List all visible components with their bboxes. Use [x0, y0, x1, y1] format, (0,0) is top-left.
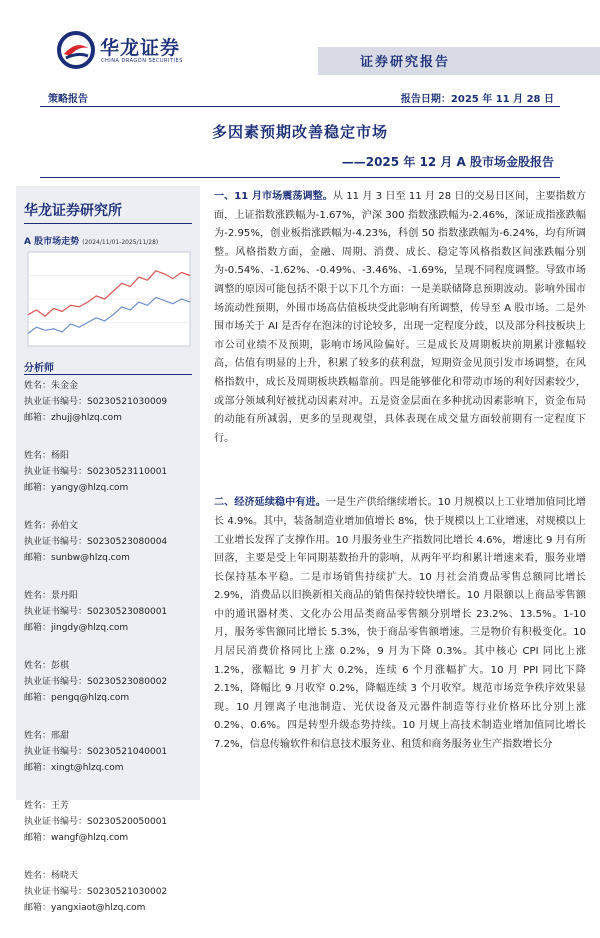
report-date: 报告日期：2025 年 11 月 28 日	[400, 94, 554, 105]
analyst-entry	[24, 798, 198, 868]
paragraph-economy	[214, 494, 586, 754]
analyst-cert: 执业证书编号：S0230523080001	[24, 607, 168, 617]
title-divider	[40, 177, 560, 178]
analyst-cert: 执业证书编号：S0230523080002	[24, 677, 168, 687]
analyst-email: 邮箱：wangf@hlzq.com	[24, 833, 129, 843]
dragon-logo-icon	[56, 30, 96, 70]
analyst-cert: 执业证书编号：S0230520050001	[24, 817, 168, 827]
analyst-list	[24, 378, 198, 938]
report-body	[214, 188, 586, 755]
meta-divider	[40, 106, 560, 107]
analyst-entry	[24, 728, 198, 798]
company-name-en: CHINA DRAGON SECURITIES	[101, 58, 183, 64]
trend-chart-period: (2024/11/01-2025/11/28)	[82, 239, 159, 246]
paragraph-lead: 一、11 月市场震荡调整。	[214, 191, 333, 202]
analyst-cert: 执业证书编号：S0230521040001	[24, 747, 168, 757]
report-header	[0, 0, 600, 84]
analyst-entry	[24, 448, 198, 518]
trend-chart-title: A 股市场走势	[24, 237, 80, 247]
analyst-divider	[24, 374, 192, 375]
analyst-cert: 执业证书编号：S0230521030009	[24, 397, 168, 407]
institute-divider	[24, 223, 192, 224]
analyst-entry	[24, 588, 198, 658]
paragraph-market-review	[214, 188, 586, 448]
analyst-cert: 执业证书编号：S0230523080004	[24, 537, 168, 547]
company-name-cn: 华龙证券	[100, 37, 181, 59]
analyst-heading: 分析师	[24, 363, 54, 374]
analyst-name: 姓名：景丹阳	[24, 591, 79, 601]
market-trend-chart	[22, 246, 196, 356]
analyst-name: 姓名：彭棋	[24, 661, 70, 671]
analyst-entry	[24, 378, 198, 448]
analyst-cert: 执业证书编号：S0230521030002	[24, 887, 168, 897]
analyst-name: 姓名：邢甜	[24, 731, 70, 741]
sidebar	[16, 186, 200, 913]
analyst-name: 姓名：杨阳	[24, 451, 70, 461]
analyst-cert: 执业证书编号：S0230523110001	[24, 467, 168, 477]
report-type: 证券研究报告	[360, 55, 451, 70]
analyst-name: 姓名：朱金金	[24, 381, 79, 391]
analyst-email: 邮箱：yangy@hlzq.com	[24, 483, 129, 493]
analyst-name: 姓名：杨晓天	[24, 871, 79, 881]
analyst-email: 邮箱：zhujj@hlzq.com	[24, 413, 122, 423]
analyst-name: 姓名：王芳	[24, 801, 70, 811]
analyst-email: 邮箱：jingdy@hlzq.com	[24, 623, 129, 633]
analyst-entry	[24, 868, 198, 938]
analyst-name: 姓名：孙伯文	[24, 521, 79, 531]
report-category: 策略报告	[48, 94, 88, 105]
analyst-entry	[24, 518, 198, 588]
analyst-entry	[24, 658, 198, 728]
analyst-email: 邮箱：pengq@hlzq.com	[24, 693, 130, 703]
institute-name: 华龙证券研究所	[24, 203, 122, 219]
paragraph-text: 从 11 月 3 日至 11 月 28 日的交易日区间，主要指数方面，上证指数涨跌幅为-1.67%，沪深 300 指数涨跌幅为-2.46%，深证成指涨跌幅为-2.95%，创业板指涨跌幅为-4.23%，科创 50 指数涨跌幅为-6.24%，均有所调整。风格指数方面，金融、周期、消费、成长、稳定等风格指数区间涨跌幅分别为-0.54%、-1.62%、-0.49%、-3.46%、-1.69%，呈现不同程度调整。导致市场调整的原因可能包括不限于以下几个方面：一是美联储降息预期波动。影响外围市场流动性预期，外围市场高估值板块受此影响有所调整，传导至 A 股市场。二是外围市场关于 AI 是否存在泡沫的讨论较多，出现一定程度分歧，以及部分科技板块上市公司业绩不及预期，影响市场风险偏好。三是成长及周期板块前期累计涨幅较高，估值有明显的上升，积累了较多的获利盘，短期资金见顶引发市场调整，在风格指数中，成长及周期板块跌幅靠前。四是能够催化和带动市场的利好因素较少，或部分领域利好被扰动因素对冲。五是资金层面在多种扰动因素影响下，资金布局的动能有所减弱，更多的呈现观望，具体表现在成交量方面较前期有一定程度下行。	[214, 191, 587, 444]
paragraph-lead: 二、经济延续稳中有进。	[214, 497, 326, 509]
paragraph-text: 一是生产供给继续增长。10 月规模以上工业增加值同比增长 4.9%。其中，装备制造业增加值增长 8%，快于规模以上工业增速，对规模以上工业增长发挥了支撑作用。10 月服务业生产指数同比增长 4.6%，增速比 9 月有所回落，主要是受上年同期基数抬升的影响，从两年平均和累计增速来看，服务业增长保持基本平稳。二是市场销售持续扩大。10 月社会消费品零售总额同比增长 2.9%，消费品以旧换新相关商品的销售保持较快增长。10 月限额以上商品零售额中的通讯器材类、文化办公用品类商品零售额分别增长 23.2%、13.5%。1-10 月，服务零售额同比增长 5.3%，快于商品零售额增速。三是物价有积极变化。10 月居民消费价格同比上涨 0.2%，9 月为下降 0.3%。其中核心 CPI 同比上涨 1.2%，涨幅比 9 月扩大 0.2%，连续 6 个月涨幅扩大。10 月 PPI 同比下降 2.1%，降幅比 9 月收窄 0.2%，降幅连续 3 个月收窄。规范市场竞争秩序效果显现。10 月锂离子电池制造、光伏设备及元器件制造等行业价格环比分别上涨 0.2%、0.6%。四是转型升级态势持续。10 月规上高技术制造业增加值同比增长 7.2%，信息传输软件和信息技术服务业、租赁和商务服务业生产指数增长分	[214, 497, 586, 751]
analyst-email: 邮箱：xingt@hlzq.com	[24, 763, 124, 773]
analyst-email: 邮箱：sunbw@hlzq.com	[24, 553, 130, 563]
analyst-email: 邮箱：yangxiaot@hlzq.com	[24, 903, 146, 913]
report-title: 多因素预期改善稳定市场	[211, 123, 388, 141]
report-subtitle: ——2025 年 12 月 A 股市场金股报告	[341, 155, 554, 169]
